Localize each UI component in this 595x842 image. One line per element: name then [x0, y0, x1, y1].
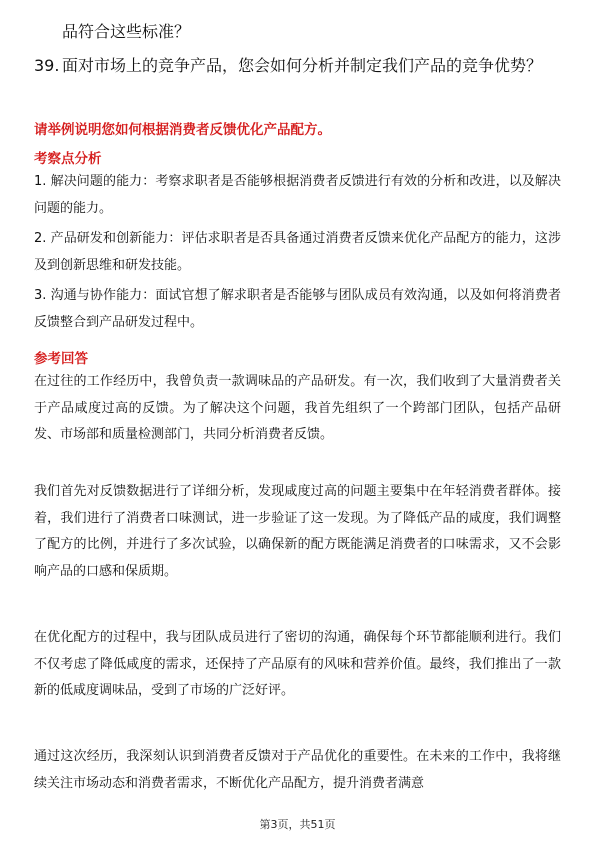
analysis-title: 考察点分析: [34, 151, 102, 167]
question-39: [34, 55, 564, 77]
question-text: 面对市场上的竞争产品，您会如何分析并制定我们产品的竞争优势？: [62, 56, 543, 75]
page-footer: 第3页，共51页: [259, 818, 336, 831]
question-number: 39.: [34, 56, 60, 75]
answer-title: 参考回答: [34, 351, 88, 367]
question-prompt: 请举例说明您如何根据消费者反馈优化产品配方。: [34, 122, 331, 138]
question-continued-text: 品符合这些标准？: [62, 22, 191, 41]
analysis-item-3: 3. 沟通与协作能力：面试官想了解求职者是否能够与团队成员有效沟通，以及如何将消费者反馈整合到产品研发过程中。: [34, 288, 561, 330]
analysis-item-2: 2. 产品研发和创新能力：评估求职者是否具备通过消费者反馈来优化产品配方的能力，这涉及到创新思维和研发技能。: [34, 231, 561, 273]
answer-paragraph-3: 在优化配方的过程中，我与团队成员进行了密切的沟通，确保每个环节都能顺利进行。我们不仅考虑了降低咸度的需求，还保持了产品原有的风味和营养价值。最终，我们推出了一款新的低咸度调味品，受到了市场的广泛好评。: [34, 630, 561, 698]
answer-paragraph-4: 通过这次经历，我深刻认识到消费者反馈对于产品优化的重要性。在未来的工作中，我将继续关注市场动态和消费者需求，不断优化产品配方，提升消费者满意: [34, 749, 561, 791]
answer-paragraph-2: 我们首先对反馈数据进行了详细分析，发现咸度过高的问题主要集中在年轻消费者群体。接着，我们进行了消费者口味测试，进一步验证了这一发现。为了降低产品的咸度，我们调整了配方的比例，并进行了多次试验，以确保新的配方既能满足消费者的口味需求，又不会影响产品的口感和保质期。: [34, 484, 561, 579]
answer-paragraph-1: 在过往的工作经历中，我曾负责一款调味品的产品研发。有一次，我们收到了大量消费者关于产品咸度过高的反馈。为了解决这个问题，我首先组织了一个跨部门团队，包括产品研发、市场部和质量检测部门，共同分析消费者反馈。: [34, 374, 561, 442]
analysis-item-1: 1. 解决问题的能力：考察求职者是否能够根据消费者反馈进行有效的分析和改进，以及解决问题的能力。: [34, 174, 561, 216]
